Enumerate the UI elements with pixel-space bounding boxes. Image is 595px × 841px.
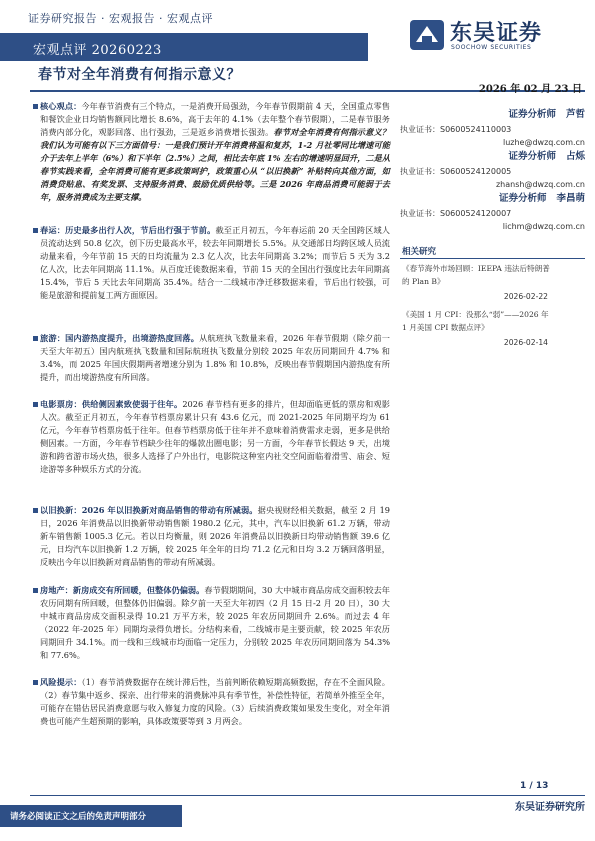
para-head: 风险提示：: [40, 677, 82, 687]
company-logo: [408, 14, 584, 58]
bullet-icon: [33, 336, 38, 341]
page-number: 1 / 13: [520, 781, 549, 791]
analyst-cert: 执业证书：S0600524120007: [400, 209, 512, 218]
footer-divider: [30, 795, 585, 796]
para-risk: [40, 676, 390, 728]
related-item-date: 2026-02-22: [503, 292, 548, 301]
report-code-banner: [0, 33, 368, 61]
para-travel: [40, 224, 390, 302]
para-text: 今年春节消费有三个特点，一是消费开局强劲，今年春节假期前 4 天，全国重点零售和餐饮企业日均销售额同比增长 8.6%，高于去年的 4.1%（去年整个春节假期），二是春节服务消费内部分化，观影回落、出行强劲，三是返乡消费增长强劲。: [40, 101, 390, 137]
para-head: 电影票房：供给侧因素致使弱于往年。: [40, 399, 183, 409]
para-core: [40, 100, 390, 204]
related-research-title: 相关研究: [402, 247, 437, 257]
logo-cn: 东吴证券: [450, 21, 543, 46]
report-date: 2026 年 02 月 23 日: [478, 84, 582, 95]
bullet-icon: [33, 228, 38, 233]
related-item[interactable]: 《春节海外市场回顾：IEEPA 违法后特朗普的 Plan B》: [402, 264, 550, 286]
related-item[interactable]: 《美国 1 月 CPI：没那么“弱”——2026 年 1 月美国 CPI 数据点评》: [402, 310, 549, 332]
related-divider: [400, 258, 585, 259]
analyst-role: 证券分析师 李昌萌: [499, 193, 585, 204]
para-realestate: [40, 584, 390, 662]
para-head: 核心观点：: [40, 101, 82, 111]
para-head: 房地产：新房成交有所回暖，但整体仍偏弱。: [40, 585, 205, 595]
analyst-email[interactable]: lichm@dwzq.com.cn: [502, 222, 585, 231]
analyst-card: [400, 190, 585, 231]
analyst-email[interactable]: zhansh@dwzq.com.cn: [495, 180, 585, 189]
report-category: 证券研究报告 · 宏观报告 · 宏观点评: [28, 12, 213, 25]
bullet-icon: [33, 680, 38, 685]
footer-brand: 东吴证券研究所: [515, 802, 585, 813]
analyst-role: 证券分析师 芦哲: [508, 109, 585, 120]
para-tradein: [40, 504, 390, 569]
para-text: （1）春节消费数据存在统计滞后性，当前判断依赖短期高频数据，存在不全面风险。（2）春节集中返乡、探亲、出行带来的消费脉冲具有季节性，补偿性特征，若简单外推至全年，可能存在错估居民消费意愿与收入修复力度的风险。（3）后续消费政策如果发生变化，对全年消费也可能产生超预期的影响，具体政策要等到 3 月两会。: [40, 677, 390, 726]
disclaimer-banner: [0, 805, 182, 827]
para-head: 旅游：国内游热度提升，出境游热度回落。: [40, 333, 200, 343]
disclaimer-text: 请务必阅读正文之后的免责声明部分: [10, 812, 147, 822]
para-emphasis: 春节对全年消费有何指示意义？我们认为可能有以下三方面信号：一是我们预计开年消费将温和复苏，1-2 月社零同比增速可能介于去年上半年（6%）和下半年（2.5%）之间，相比去年底 1% 左右的增速明显回升，二是从春节实践来看，全年消费可能有更多政策呵护，政策重心从 “以旧换新” 补贴转向其他方面，如消费贷贴息、有奖发票、支持服务消费、鼓励优质供给等。三是 2026 年商品消费可能弱于去年，服务消费成为主要支撑。: [40, 127, 390, 202]
para-text: 截至正月初五，今年春运前 20 天全国跨区域人员流动达到 50.8 亿次，创下历史最高水平，较去年同期增长 5.5%。从交通部日均跨区域人员流动量来看，今年节前 15 天的日均流量为 2.3 亿人次，比去年同期高 3.2%；而节后 5 天为 3.2 亿人次，比去年同期高 11.1%。从百度迁徙数据来看，节前 15 天的全国出行强度比去年同期高 15.4%，节后 5 天比去年同期高 35.4%。结合一二线城市净迁移数据来看，节后出行较强，可能是旅游和提前复工两方面原因。: [40, 225, 390, 300]
bullet-icon: [33, 104, 38, 109]
para-text: 从航班执飞数量来看，2026 年春节假期（除夕前一天至大年初五）国内航班执飞数量和国际航班执飞数量分别较 2025 年农历同期回升 4.7% 和 3.4%，而 2025 年国庆假期两者增速分别为 1.8% 和 10.8%，反映出春节假期国内游热度有所提升，而出境游热度有所回落。: [40, 333, 390, 382]
bullet-icon: [33, 402, 38, 407]
analyst-cert: 执业证书：S0600524110003: [400, 125, 512, 134]
page-title: 春节对全年消费有何指示意义？: [38, 67, 241, 83]
para-boxoffice: [40, 398, 390, 476]
logo-mark-icon: [408, 18, 446, 52]
para-tourism: [40, 332, 390, 384]
analyst-cert: 执业证书：S0600524120005: [400, 167, 512, 176]
para-text: 春节假期期间，30 大中城市商品房成交面积较去年农历同期有所回暖，但整体仍旧偏弱。除夕前一天至大年初四（2 月 15 日-2 月 20 日），30 大中城市商品房成交面积录得 10.21 万平方米，较 2025 年农历同期回升 2.6%。而过去 4 年（2022 年-2025 年）同期均录得负增长。分结构来看，二线城市是主要贡献，较 2025 年农历同期回升 34.1%。而一线和三线城市均面临一定压力，分别较 2025 年农历同期回落为 54.3% 和 77.6%。: [40, 585, 390, 660]
report-code: 宏观点评 20260223: [33, 43, 162, 58]
analyst-card: [400, 106, 585, 147]
related-item-date: 2026-02-14: [503, 338, 548, 347]
bullet-icon: [33, 508, 38, 513]
para-text: 据央视财经相关数据，截至 2 月 19 日，2026 年消费品以旧换新带动销售额 1980.2 亿元，其中，汽车以旧换新 61.2 万辆，带动新车销售额 1005.3 亿元。若以日均衡量，则 2026 年消费品以旧换新日均带动销售额 39.6 亿元，日均汽车以旧换新 1.2 万辆，较 2025 年全年的日均 71.2 亿元和日均 3.2 万辆回落明显，反映出今年以旧换新对商品销售的带动有所减弱。: [40, 505, 390, 567]
para-head: 春运：历史最多出行人次，节后出行强于节前。: [40, 225, 216, 235]
para-head: 以旧换新：2026 年以旧换新对商品销售的带动有所减弱。: [40, 505, 258, 515]
bullet-icon: [33, 588, 38, 593]
analyst-card: [400, 148, 585, 189]
analyst-role: 证券分析师 占烁: [508, 151, 585, 162]
logo-en: SOOCHOW SECURITIES: [451, 44, 532, 51]
analyst-email[interactable]: luzhe@dwzq.com.cn: [502, 138, 585, 147]
para-text: 2026 春节档有更多的排片，但却面临更低的票房和观影人次。截至正月初五，今年春节档票房累计只有 43.6 亿元，而 2021-2025 年同期平均为 61 亿元，今年春节档票房低于往年。但春节档票房低于往年并不意味着消费需求走弱，更多是供给侧因素。一方面，今年春节档缺少往年的爆款出圈电影；另一方面，今年春节长假达 9 天，出境游和跨省游市场火热，很多人选择了户外出行，电影院这种室内社交空间面临着滑雪、庙会、短途游等多种娱乐方式的分流。: [40, 399, 390, 474]
